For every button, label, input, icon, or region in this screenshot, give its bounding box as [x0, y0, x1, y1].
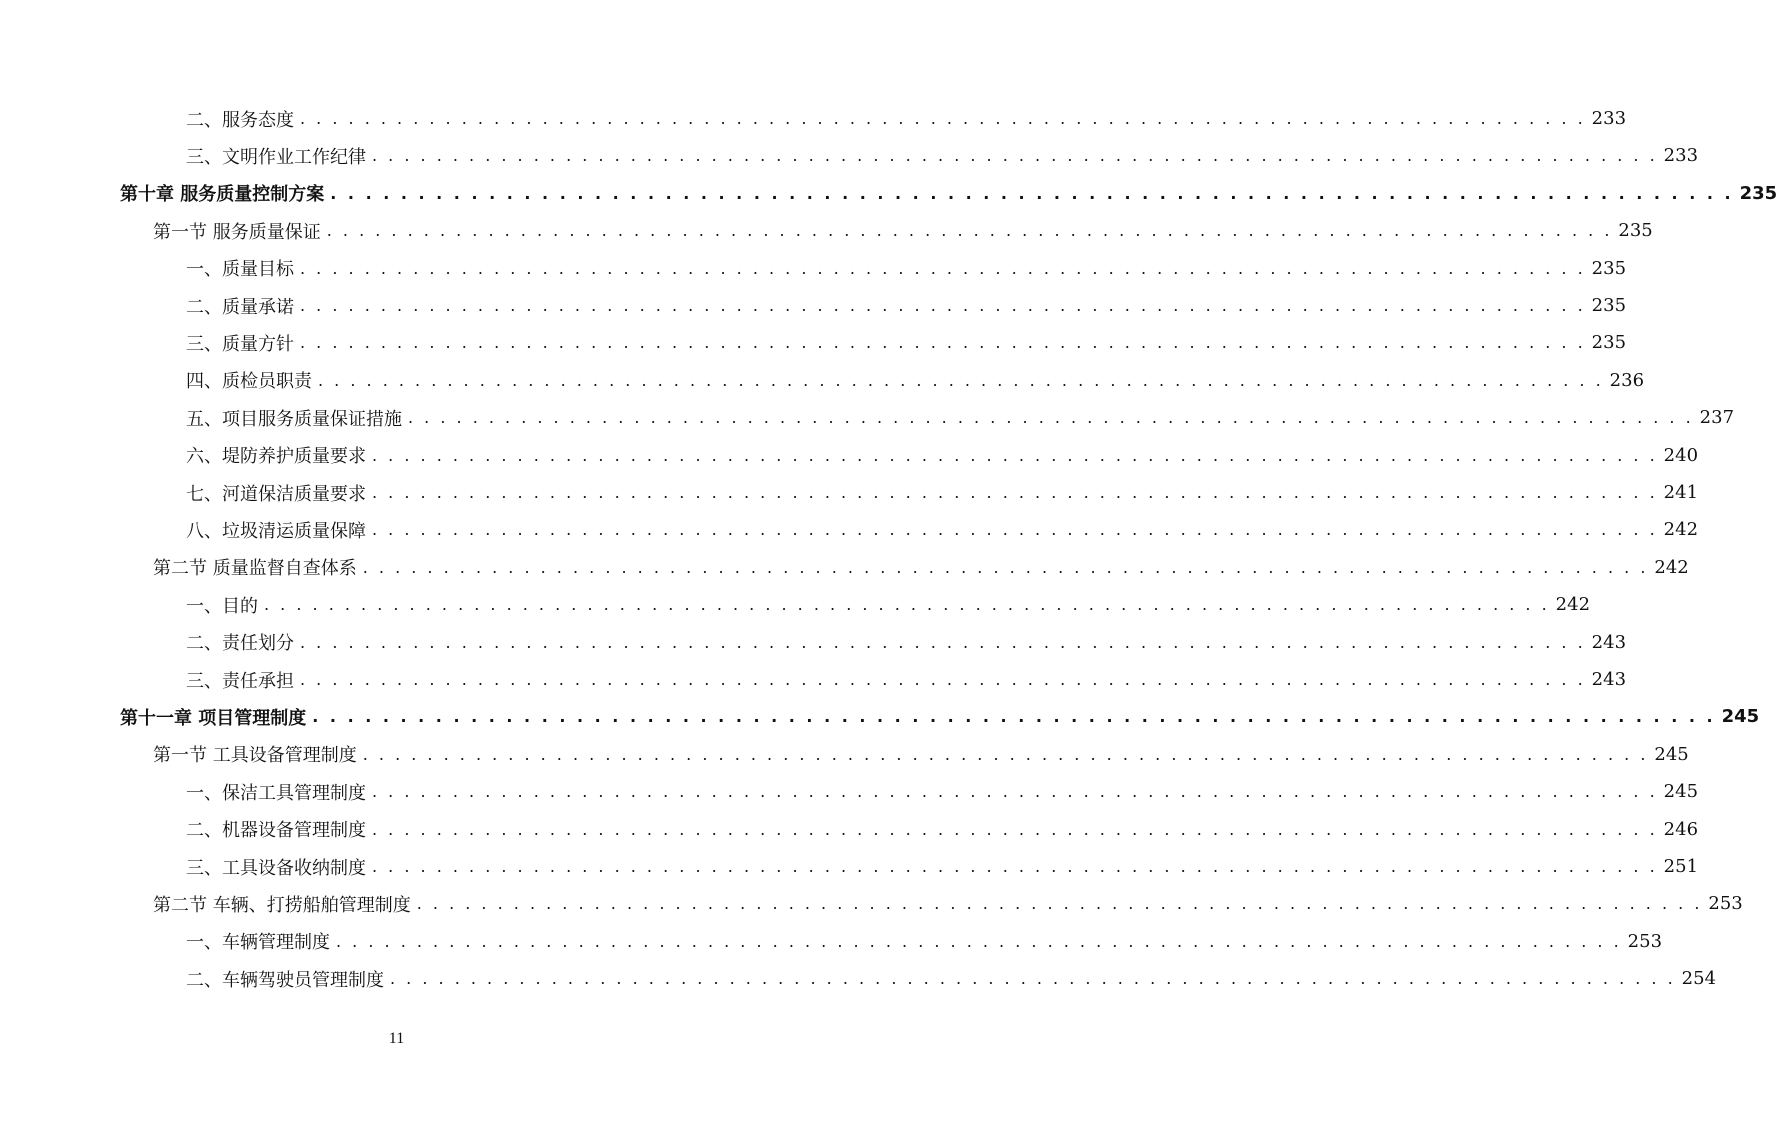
toc-entry-page: 235: [1591, 295, 1627, 316]
toc-entry-page: 240: [1663, 444, 1699, 466]
toc-entry-title: 一、保洁工具管理制度: [186, 782, 366, 804]
toc-entry-page: 242: [1663, 519, 1699, 541]
toc-entry-title: 一、质量目标: [186, 259, 294, 281]
toc-entry-page: 245: [1654, 743, 1689, 765]
dot-leader: . . . . . . . . . . . . . . . . . . . . . . . . . . . . . . . . . . . . . . . . . . . . . . . . . . . . . . . . . . . . . . . . . . . . . . . . . . . . . . . .: [318, 370, 1604, 390]
dot-leader: . . . . . . . . . . . . . . . . . . . . . . . . . . . . . . . . . . . . . . . . . . . . . . . . . . . . . . . . . . . . . . . . . . . . . . . . . . . . . . . .: [300, 333, 1586, 353]
toc-item-entry[interactable]: [186, 661, 1627, 698]
toc-entry-title: 三、工具设备收纳制度: [186, 857, 366, 879]
toc-entry-page: 236: [1609, 369, 1645, 391]
toc-entry-page: 235: [1591, 332, 1627, 354]
dot-leader: . . . . . . . . . . . . . . . . . . . . . . . . . . . . . . . . . . . . . . . . . . . . . . . . . . . . . . . . . . . . . . . . . . . . . . . . . . . . . . . .: [416, 894, 1703, 914]
toc-item-entry[interactable]: [186, 586, 1591, 623]
toc-chapter-entry[interactable]: [120, 175, 1777, 212]
dot-leader: . . . . . . . . . . . . . . . . . . . . . . . . . . . . . . . . . . . . . . . . . . . . . . . . . . . . . . . . . . . . . . . . . . . . . . . . . . . . . . . .: [312, 707, 1716, 727]
toc-section-entry[interactable]: [153, 736, 1689, 773]
page-number: 11: [388, 1030, 405, 1047]
toc-item-entry[interactable]: [186, 100, 1627, 137]
toc-item-entry[interactable]: [186, 923, 1663, 960]
dot-leader: . . . . . . . . . . . . . . . . . . . . . . . . . . . . . . . . . . . . . . . . . . . . . . . . . . . . . . . . . . . . . . . . . . . . . . . . . . . . . . . .: [330, 183, 1734, 203]
toc-item-entry[interactable]: [186, 848, 1699, 885]
dot-leader: . . . . . . . . . . . . . . . . . . . . . . . . . . . . . . . . . . . . . . . . . . . . . . . . . . . . . . . . . . . . . . . . . . . . . . . . . . . . . . . .: [408, 408, 1694, 428]
toc-item-entry[interactable]: [186, 773, 1699, 810]
dot-leader: . . . . . . . . . . . . . . . . . . . . . . . . . . . . . . . . . . . . . . . . . . . . . . . . . . . . . . . . . . . . . . . . . . . . . . . . . . . . . . . .: [300, 670, 1586, 689]
toc-section-entry[interactable]: [153, 549, 1689, 586]
toc-entry-title: 第十章 服务质量控制方案: [120, 184, 325, 206]
toc-entry-title: 六、堤防养护质量要求: [186, 446, 366, 468]
toc-entry-title: 第十一章 项目管理制度: [120, 707, 307, 729]
dot-leader: . . . . . . . . . . . . . . . . . . . . . . . . . . . . . . . . . . . . . . . . . . . . . . . . . . . . . . . . . . . . . . . . . . . . . . . . . . . . . . . .: [326, 221, 1613, 241]
toc-entry-page: 235: [1591, 257, 1627, 279]
toc-entry-title: 三、质量方针: [186, 333, 294, 355]
toc-entry-title: 三、文明作业工作纪律: [186, 146, 366, 168]
toc-entry-page: 253: [1627, 930, 1663, 952]
toc-entry-title: 第二节 车辆、打捞船舶管理制度: [153, 894, 411, 916]
dot-leader: . . . . . . . . . . . . . . . . . . . . . . . . . . . . . . . . . . . . . . . . . . . . . . . . . . . . . . . . . . . . . . . . . . . . . . . . . . . . . . . .: [362, 557, 1649, 577]
toc-item-entry[interactable]: [186, 624, 1627, 661]
toc-item-entry[interactable]: [186, 137, 1699, 174]
toc-entry-title: 二、服务态度: [186, 109, 294, 131]
toc-entry-page: 245: [1663, 781, 1699, 803]
toc-entry-title: 一、车辆管理制度: [186, 932, 330, 954]
dot-leader: . . . . . . . . . . . . . . . . . . . . . . . . . . . . . . . . . . . . . . . . . . . . . . . . . . . . . . . . . . . . . . . . . . . . . . . . . . . . . . . .: [300, 258, 1586, 278]
toc-item-entry[interactable]: [186, 250, 1627, 287]
toc-entry-title: 二、质量承诺: [186, 296, 294, 318]
toc-entry-page: 237: [1699, 407, 1735, 429]
dot-leader: . . . . . . . . . . . . . . . . . . . . . . . . . . . . . . . . . . . . . . . . . . . . . . . . . . . . . . . . . . . . . . . . . . . . . . . . . . . . . . . .: [372, 819, 1658, 839]
toc-entry-page: 243: [1591, 669, 1627, 690]
toc-entry-page: 242: [1654, 556, 1689, 578]
dot-leader: . . . . . . . . . . . . . . . . . . . . . . . . . . . . . . . . . . . . . . . . . . . . . . . . . . . . . . . . . . . . . . . . . . . . . . . . . . . . . . . .: [300, 109, 1586, 128]
toc-entry-title: 八、垃圾清运质量保障: [186, 520, 366, 542]
toc-entry-page: 235: [1739, 182, 1777, 204]
dot-leader: . . . . . . . . . . . . . . . . . . . . . . . . . . . . . . . . . . . . . . . . . . . . . . . . . . . . . . . . . . . . . . . . . . . . . . . . . . . . . . . .: [300, 632, 1586, 652]
toc-section-entry[interactable]: [153, 885, 1743, 922]
dot-leader: . . . . . . . . . . . . . . . . . . . . . . . . . . . . . . . . . . . . . . . . . . . . . . . . . . . . . . . . . . . . . . . . . . . . . . . . . . . . . . . .: [362, 744, 1649, 764]
toc-entry-title: 第二节 质量监督自查体系: [153, 558, 357, 580]
toc-entry-title: 第一节 服务质量保证: [153, 221, 321, 243]
toc-item-entry[interactable]: [186, 362, 1645, 399]
toc-entry-page: 245: [1721, 706, 1760, 728]
dot-leader: . . . . . . . . . . . . . . . . . . . . . . . . . . . . . . . . . . . . . . . . . . . . . . . . . . . . . . . . . . . . . . . . . . . . . . . . . . . . . . . .: [264, 595, 1550, 615]
toc-entry-page: 251: [1663, 856, 1699, 877]
toc-section-entry[interactable]: [153, 212, 1653, 249]
toc-entry-title: 五、项目服务质量保证措施: [186, 408, 402, 430]
toc-entry-title: 二、车辆驾驶员管理制度: [186, 969, 384, 991]
toc-entry-page: 233: [1591, 108, 1627, 129]
toc-chapter-entry[interactable]: [120, 698, 1760, 735]
toc-entry-title: 四、质检员职责: [186, 371, 312, 393]
toc-entry-title: 第一节 工具设备管理制度: [153, 745, 357, 767]
dot-leader: . . . . . . . . . . . . . . . . . . . . . . . . . . . . . . . . . . . . . . . . . . . . . . . . . . . . . . . . . . . . . . . . . . . . . . . . . . . . . . . .: [372, 857, 1658, 876]
dot-leader: . . . . . . . . . . . . . . . . . . . . . . . . . . . . . . . . . . . . . . . . . . . . . . . . . . . . . . . . . . . . . . . . . . . . . . . . . . . . . . . .: [336, 931, 1622, 951]
toc-entry-page: 243: [1591, 631, 1627, 653]
toc-item-entry[interactable]: [186, 287, 1627, 324]
toc-entry-page: 241: [1663, 482, 1699, 503]
dot-leader: . . . . . . . . . . . . . . . . . . . . . . . . . . . . . . . . . . . . . . . . . . . . . . . . . . . . . . . . . . . . . . . . . . . . . . . . . . . . . . . .: [372, 782, 1658, 802]
toc-entry-page: 254: [1681, 968, 1717, 990]
dot-leader: . . . . . . . . . . . . . . . . . . . . . . . . . . . . . . . . . . . . . . . . . . . . . . . . . . . . . . . . . . . . . . . . . . . . . . . . . . . . . . . .: [372, 483, 1658, 502]
toc-item-entry[interactable]: [186, 324, 1627, 361]
toc-entry-page: 242: [1555, 594, 1591, 616]
toc-item-entry[interactable]: [186, 511, 1699, 548]
toc-item-entry[interactable]: [186, 437, 1699, 474]
toc-entry-title: 二、责任划分: [186, 633, 294, 655]
toc-item-entry[interactable]: [186, 960, 1717, 997]
toc-entry-page: 246: [1663, 818, 1699, 840]
toc-item-entry[interactable]: [186, 399, 1735, 436]
toc-entry-title: 三、责任承担: [186, 670, 294, 692]
dot-leader: . . . . . . . . . . . . . . . . . . . . . . . . . . . . . . . . . . . . . . . . . . . . . . . . . . . . . . . . . . . . . . . . . . . . . . . . . . . . . . . .: [390, 969, 1676, 989]
dot-leader: . . . . . . . . . . . . . . . . . . . . . . . . . . . . . . . . . . . . . . . . . . . . . . . . . . . . . . . . . . . . . . . . . . . . . . . . . . . . . . . .: [372, 445, 1658, 465]
dot-leader: . . . . . . . . . . . . . . . . . . . . . . . . . . . . . . . . . . . . . . . . . . . . . . . . . . . . . . . . . . . . . . . . . . . . . . . . . . . . . . . .: [372, 520, 1658, 540]
toc-entry-page: 253: [1708, 893, 1743, 915]
dot-leader: . . . . . . . . . . . . . . . . . . . . . . . . . . . . . . . . . . . . . . . . . . . . . . . . . . . . . . . . . . . . . . . . . . . . . . . . . . . . . . . .: [372, 146, 1658, 166]
toc-entry-page: 233: [1663, 145, 1699, 167]
toc-entry-title: 一、目的: [186, 595, 258, 617]
toc-entry-page: 235: [1618, 220, 1653, 242]
dot-leader: . . . . . . . . . . . . . . . . . . . . . . . . . . . . . . . . . . . . . . . . . . . . . . . . . . . . . . . . . . . . . . . . . . . . . . . . . . . . . . . .: [300, 296, 1586, 315]
toc-entry-title: 二、机器设备管理制度: [186, 820, 366, 842]
toc-item-entry[interactable]: [186, 474, 1699, 511]
toc-entry-title: 七、河道保洁质量要求: [186, 483, 366, 505]
toc-item-entry[interactable]: [186, 811, 1699, 848]
